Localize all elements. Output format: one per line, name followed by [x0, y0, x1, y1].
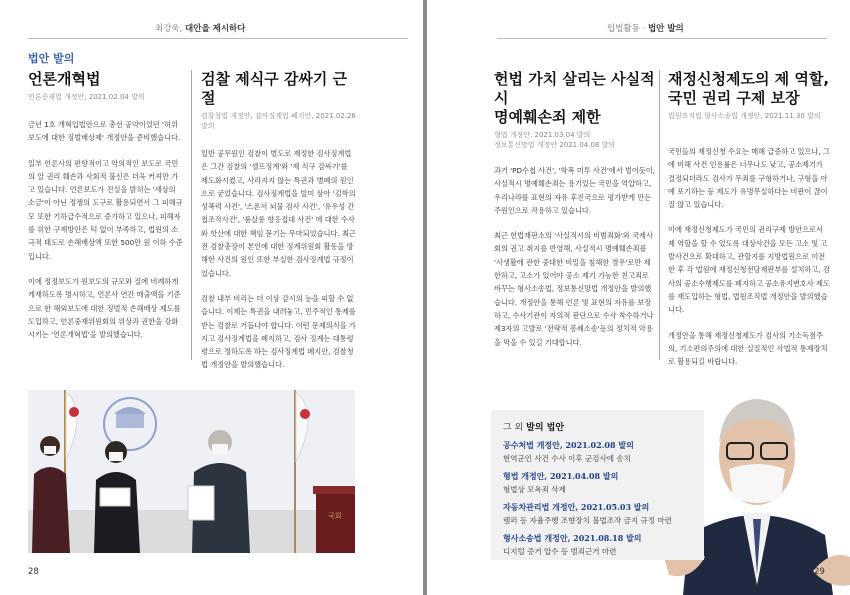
podium [313, 486, 355, 553]
article-subtitle: 정보통신망법 개정안 2021.04.08 발의 [494, 141, 616, 149]
article-paragraph: 이에 정정보도가 원보도의 규모와 질에 비례하게 게재하도록 명시하고, 언론사 연간 매출액을 기준으로 한 해외보도에 대한 징벌적 손해배상 제도를 도입하고, 언론중재위원회의 위상과 권한을 강화시키는 '언론개혁법'을 발의했습니다. [28, 276, 181, 340]
bill-name: 자동차관리법 개정안, 2021.05.03 발의 [503, 502, 650, 512]
other-bill-item [503, 501, 692, 527]
press-conference-photo [28, 390, 355, 553]
article-paragraph: 일부 언론사의 편향적이고 악의적인 보도로 국민의 알 권리 훼손과 사회적 불신은 더욱 커져만 가고 있습니다. 언론보도가 진실을 밝히는 '세상의 소금'이 아닌 정쟁의 도구로 활용되면서 그 피해규모 또한 기하급수적으로 증가하고 있으나, 피해자를 위한 구제방안은 턱 없이 부족하고, 법원의 소극적 태도로 손해배상액 또한 500만 원 이하 수준입니다. [28, 158, 183, 261]
bill-name: 형사소송법 개정안, 2021.08.18 발의 [503, 533, 642, 543]
article-subtitle: 형법 개정안, 2021.03.04 발의 [494, 131, 591, 139]
header-divider [28, 38, 408, 39]
article-title: 언론개혁법 [28, 70, 101, 88]
article-title-line: 재정신청제도의 제 역할, [668, 70, 830, 88]
bill-name: 형법 개정안, 2021.04.08 발의 [503, 471, 619, 481]
header-divider [497, 38, 827, 39]
other-bills-title [503, 420, 692, 433]
article-paragraph: 국민들의 재정신청 수요는 매해 급증하고 있으나, 그에 비해 사건 인용률은 너무나도 낮고, 공소제기가 결정되더라도 검사가 무죄를 구형하거나, 구형을 아예 포기하는 등 제도가 유명무실하다는 비판이 끊이질 않고 있습니다. [668, 147, 830, 210]
bill-desc: 현역군인 사건 수사 이후 군검사에 송치 [503, 454, 631, 463]
other-bills-title-bold: 발의 법안 [526, 423, 565, 433]
article-paragraph: 일반 공무원인 검찰이 별도로 제정한 검사징계법은 그간 검찰의 '셀프징계'와 '제 식구 감싸기'를 제도화시켰고, 사라지지 않는 특권과 병폐의 원인으로 굳었습니다. 검사징계법을 빌미 삼아 '김학의 성폭력 사건', '스폰서 뇌물 검사 사건', '유우성 간첩조작사건', '룸살롱 향응접대 사건' 에 대한 수사와 핫산에 대한 책임 묻기는 무마되었습니다. 최근 전 검찰총장이 본인에 대한 징계위원회 활동을 방해한 사건의 원인 또한 부실한 검사징계법 규정이었습니다. [201, 149, 356, 278]
article-adjudication [668, 70, 830, 368]
right-page [427, 0, 850, 595]
article-title-line: 국민 권리 구제 보장 [668, 89, 800, 107]
article-paragraph: 과거 'PD수첩 사건', '학폭 미투 사건'에서 벌어듯이, 사실적시 명예훼손죄는 용기있는 국민을 억압하고, 우리나라를 표현의 자유 후진국으로 평가받게 만든 주원인으로 작용하고 있습니다. [494, 166, 656, 215]
bill-desc: 렘퍼 등 자율주행 조향장치 불법조작 금지 규정 마련 [503, 516, 672, 525]
article-title-line: 헌법 가치 살리는 사실적시 [494, 70, 655, 107]
other-bills-box [491, 410, 704, 560]
left-page [0, 0, 423, 595]
article-subtitle: 검찰청법 개정안, 감사징계법 폐지안, 2021.02.26 발의 [201, 112, 356, 130]
article-paragraph: 이에 재정신청제도가 국민의 권리구제 방안으로서 제 역할을 할 수 있도록 대상사건을 모든 고소 및 고발사건으로 확대하고, 관할지를 지방법원으로 이전한 후 각 법원에 재정신청전담재판부를 설치하고, 검사의 공소수행제도를 폐지하고 공소유지변호사 제도를 재도입하는 형법, 법원조직법 개정안을 발의했습니다. [668, 225, 830, 315]
bill-desc: 디지털 증거 압수 등 범죄근거 마련 [503, 547, 617, 556]
article-prosecution [201, 70, 356, 372]
article-paragraph: 금년 1호 개혁입법안으로 총선 공약이었던 '허위보도에 대한 징벌배상제' 개정안을 준비했습니다. [28, 120, 181, 143]
page-header [607, 22, 684, 34]
header-prefix: 입법활동 · [607, 24, 646, 34]
article-paragraph: 검찰 내부 비리는 더 이상 감시의 눈을 피할 수 없습니다. 이제는 특권을 내려놓고, 민주적인 통제를 받는 검찰로 거듭나야 합니다. 이런 문제의식을 가지고 검사징계법을 폐지하고, 검사 징계는 대통령령으로 정하도록 하는 검사징계법 폐지안, 검찰청법 개정안을 발의했습니다. [201, 293, 356, 370]
header-title: 법안 발의 [647, 24, 684, 34]
other-bills-title-prefix: 그 외 [503, 423, 524, 433]
header-title: 대안을 제시하다 [185, 24, 246, 34]
other-bill-item [503, 470, 692, 496]
other-bill-item [503, 439, 692, 465]
section-label: 법안 발의 [28, 52, 75, 65]
column-divider [659, 70, 660, 360]
article-paragraph: 개정안을 통해 재정신청제도가 검사의 기소독점주의, 기소편의주의에 대한 실질적인 사법적 통제장치로 활용되길 바랍니다. [668, 330, 828, 367]
article-paragraph: 최근 헌법재판소의 '사실적시의 비범죄화'와 국제사회의 권고 취지를 반영해, 사실적시 명예훼손죄를 '사생활에 관한 중대한 비밀을 침해한 경우'로만 제한하고, 고소가 있어야 공소 제기 가능한 친고죄로 바꾸는 형사소송법, 정보통신망법 개정안을 발의했습니다. 개정안을 통해 언론 및 표현의 자유를 보장하고, 수사기관이 자의적 판단으로 수사 착수하거나 제3자의 고발로 '전략적 봉쇄소송'등의 정치적 악용을 막을 수 있길 기대합니다. [494, 231, 654, 347]
column-divider [191, 70, 192, 360]
other-bill-item [503, 532, 692, 558]
podium-mark: 국회 [328, 512, 342, 520]
article-subtitle: 법원조직법 형사소송법 개정안, 2021.11.30 발의 [668, 112, 821, 120]
header-author: 최강욱, [155, 24, 183, 34]
page-header [155, 22, 245, 34]
article-title: 검찰 제식구 감싸기 근절 [201, 70, 348, 107]
page-number: 29 [814, 567, 825, 577]
page-number: 28 [28, 567, 39, 577]
article-subtitle: 언론중재법 개정안, 2021.02.04 발의 [28, 93, 145, 101]
bill-desc: 형법상 모욕죄 삭제 [503, 485, 566, 494]
article-press-reform [28, 70, 183, 341]
article-defamation [494, 70, 656, 349]
article-title-line: 명예훼손죄 제한 [494, 108, 601, 126]
bill-name: 공수처법 개정안, 2021.02.08 발의 [503, 440, 634, 450]
